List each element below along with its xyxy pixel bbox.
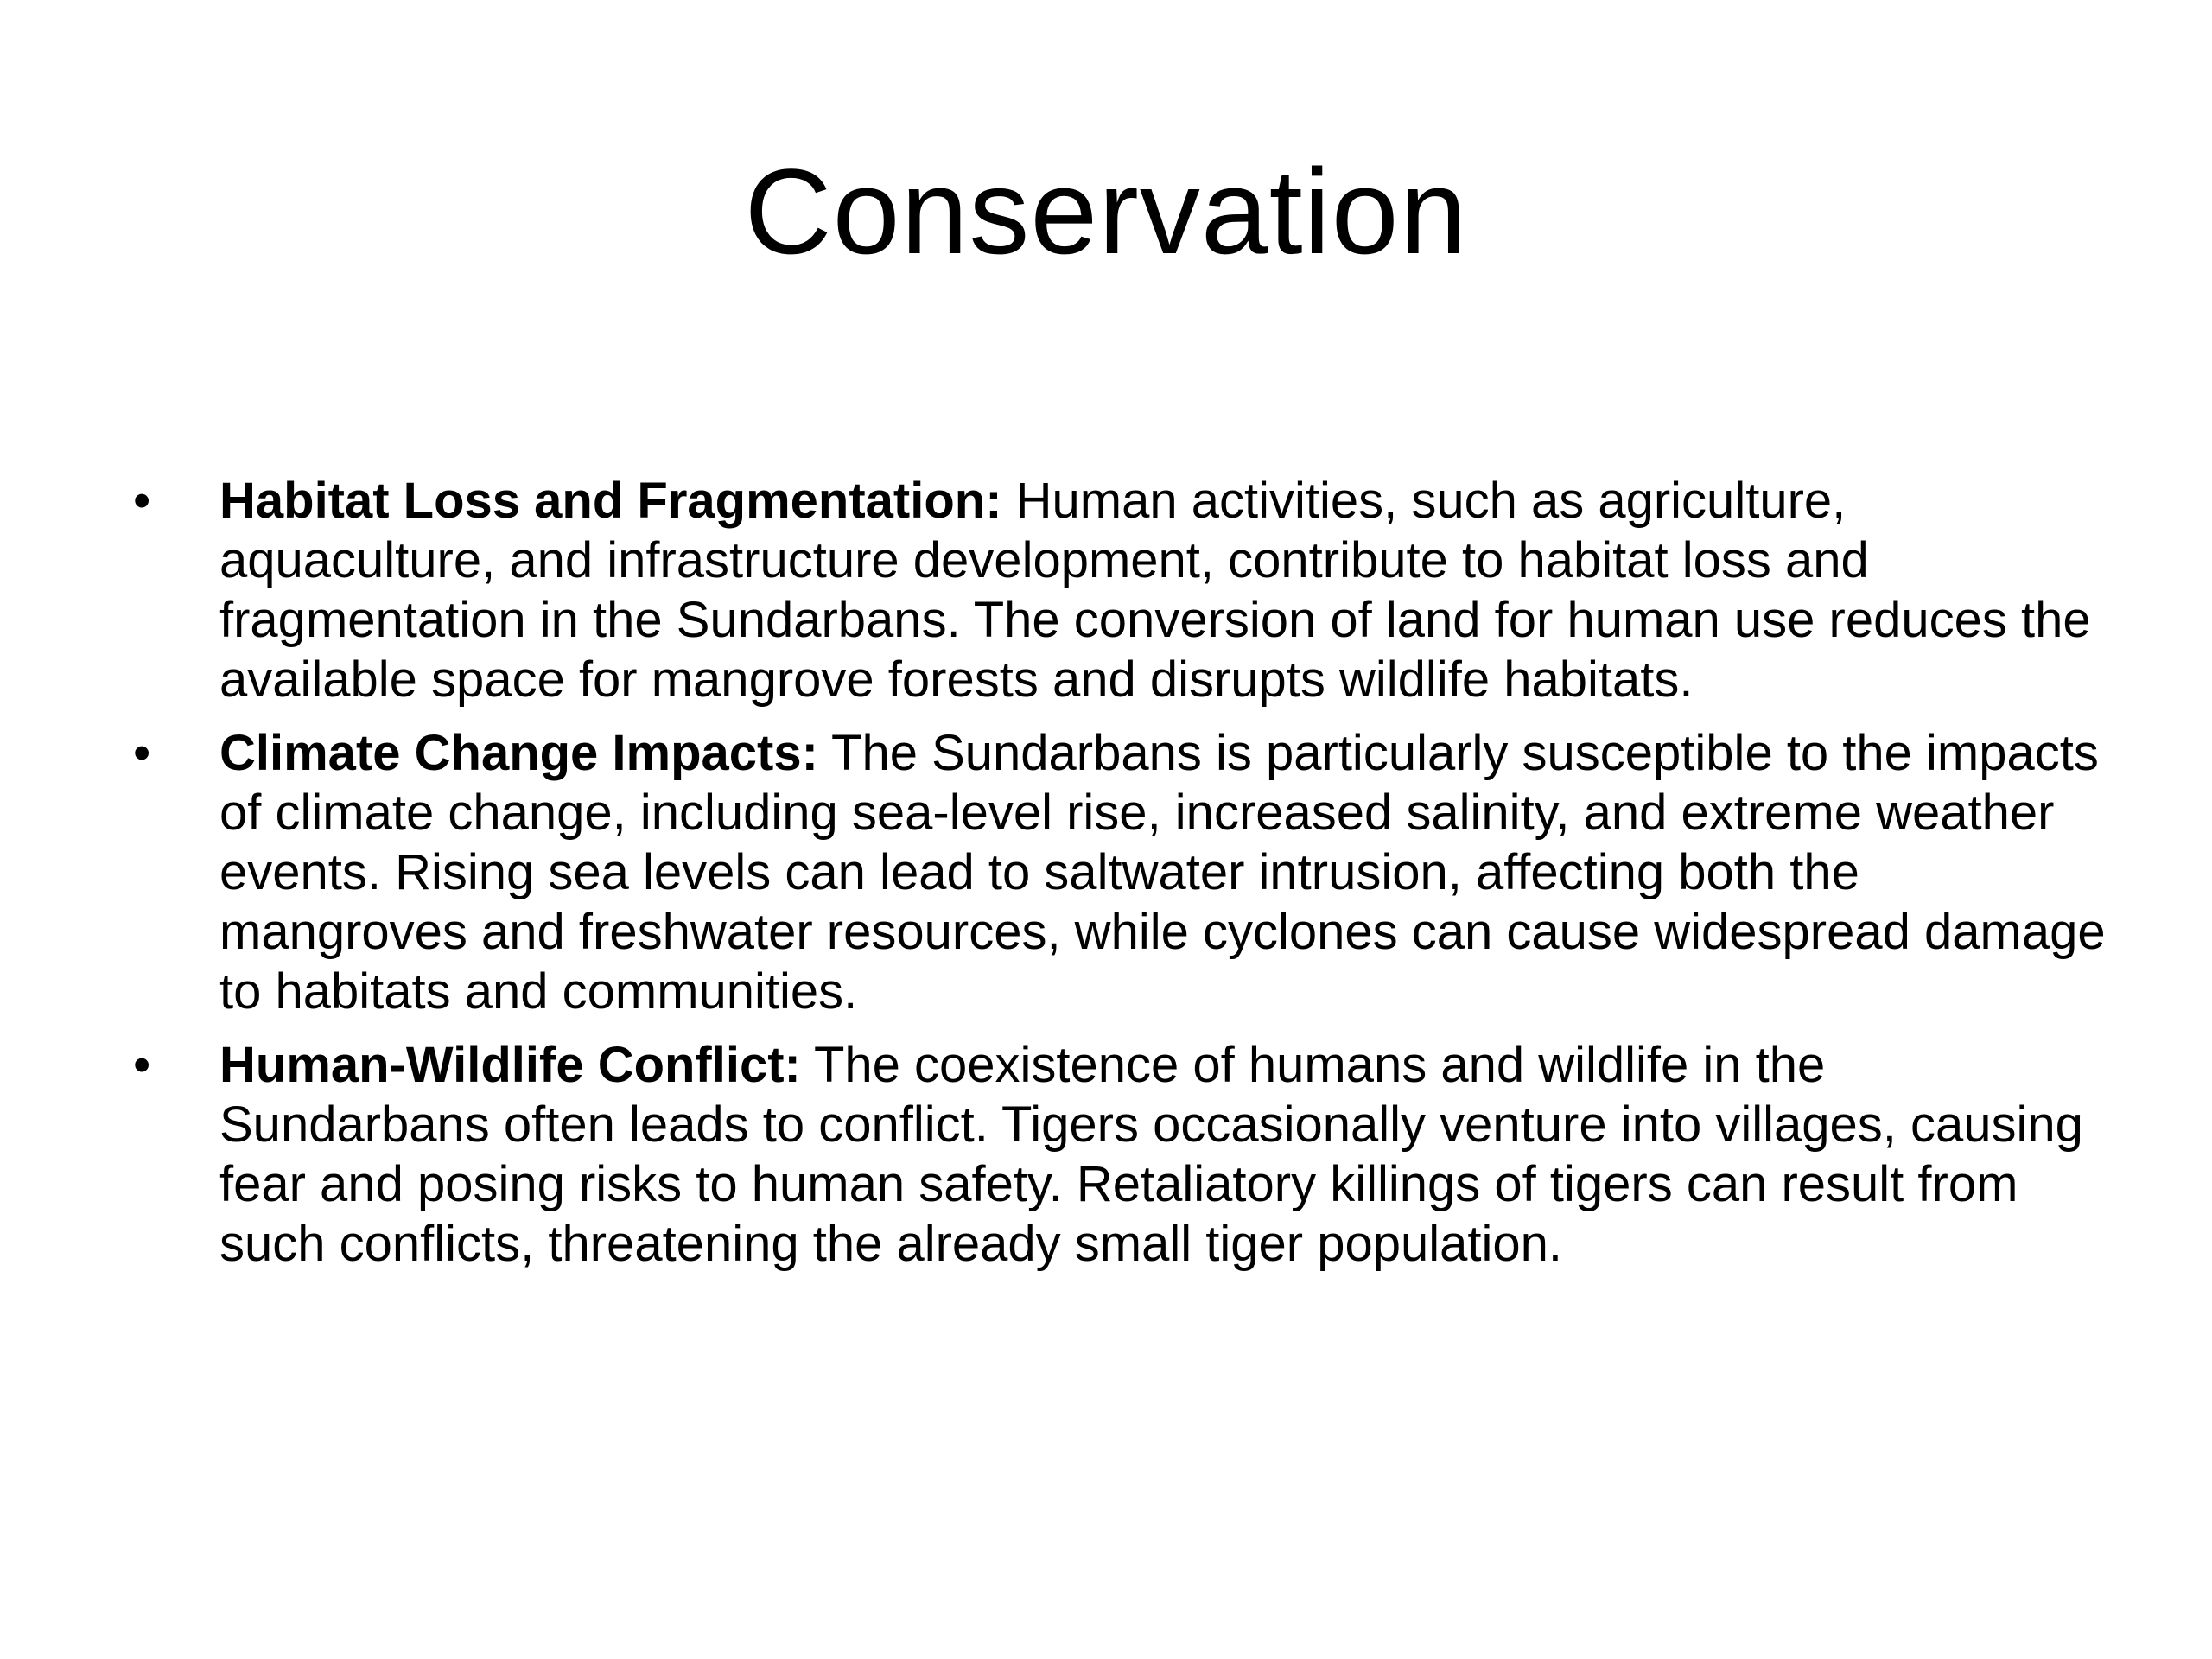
bullet-dot: •: [133, 473, 151, 529]
bullet-heading: Human-Wildlife Conflict:: [219, 1037, 801, 1093]
slide-title: Conservation: [744, 143, 1468, 279]
bullet-dot: •: [133, 725, 151, 781]
bullet-heading: Climate Change Impacts:: [219, 725, 818, 781]
bullet-text: The Sundarbans is particularly susceptible to the impacts of climate change, including sea-level rise, increased salinity, and extreme weather events. Rising sea levels can lead to saltwater intrusion, affecting both the mangroves and freshwater resources, while cyclones can cause widespread damage to habitats and communities.: [219, 725, 2106, 1020]
bullet-item-climate-change: [130, 723, 2108, 1021]
bullet-text: The coexistence of humans and wildlife in the Sundarbans often leads to conflict. Tigers occasionally venture into villages, causing fear and posing risks to human safety. Retaliatory killings of tigers can result from such conflicts, threatening the already small tiger population.: [219, 1037, 2083, 1272]
bullet-item-human-wildlife-conflict: [130, 1035, 2108, 1274]
bullet-dot: •: [133, 1037, 151, 1093]
bullet-list: [130, 471, 2108, 1287]
bullet-heading: Habitat Loss and Fragmentation:: [219, 473, 1002, 529]
bullet-text: Human activities, such as agriculture, aquaculture, and infrastructure development, contribute to habitat loss and fragmentation in the Sundarbans. The conversion of land for human use reduces the available space for mangrove forests and disrupts wildlife habitats.: [219, 473, 2091, 708]
bullet-item-habitat-loss: [130, 471, 2108, 709]
